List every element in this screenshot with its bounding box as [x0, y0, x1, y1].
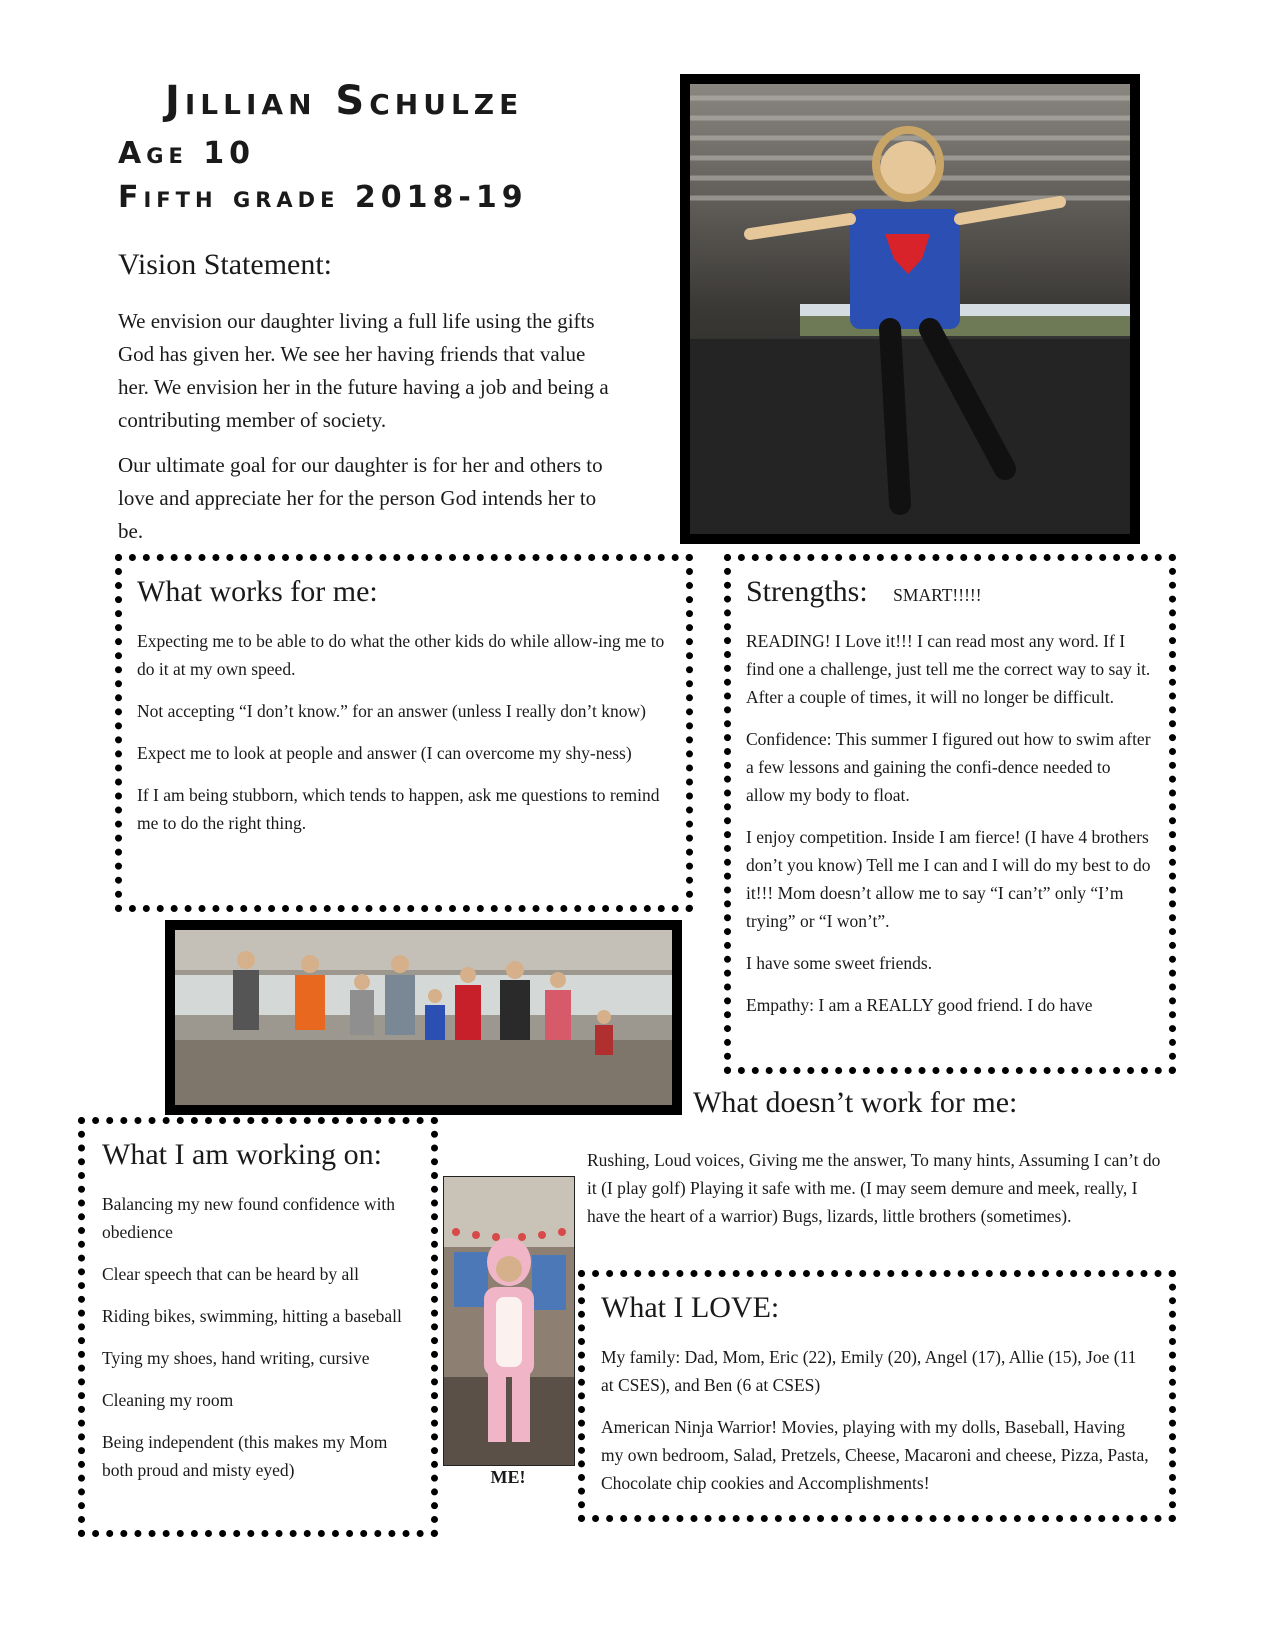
- what-works-item: Expect me to look at people and answer (I can overcome my shy-ness): [137, 743, 632, 763]
- family-photo-illustration: [175, 930, 672, 1105]
- working-on-item: Being independent (this makes my Mom both proud and misty eyed): [102, 1432, 388, 1480]
- what-i-love-item: My family: Dad, Mom, Eric (22), Emily (20), Angel (17), Allie (15), Joe (11 at CSES), and Ben (6 at CSES): [601, 1347, 1137, 1395]
- strengths-item: Confidence: This summer I figured out how to swim after a few lessons and gaining the confi-dence needed to allow my body to float.: [746, 729, 1151, 805]
- what-works-box: [115, 554, 693, 912]
- me-photo: [443, 1176, 575, 1466]
- vision-heading: Vision Statement:: [118, 248, 333, 281]
- vision-paragraph: Our ultimate goal for our daughter is for her and others to love and appreciate her for the person God intends her to be.: [118, 453, 603, 543]
- family-photo: [165, 920, 682, 1115]
- strengths-heading: [746, 575, 1151, 609]
- portrait-photo-illustration: [690, 84, 1130, 534]
- what-i-love-item: American Ninja Warrior! Movies, playing with my dolls, Baseball, Having my own bedroom, Salad, Pretzels, Cheese, Macaroni and cheese, Pizza, Pasta, Chocolate chip cookies and Accomplishments!: [601, 1417, 1149, 1493]
- portrait-photo: [680, 74, 1140, 544]
- strengths-item: I have some sweet friends.: [746, 953, 933, 973]
- working-on-item: Tying my shoes, hand writing, cursive: [102, 1348, 370, 1368]
- working-on-heading: What I am working on:: [102, 1138, 382, 1171]
- strengths-item: Empathy: I am a REALLY good friend. I do have: [746, 995, 1093, 1015]
- me-photo-illustration: [444, 1177, 574, 1465]
- student-name: Jillian Schulze: [165, 78, 524, 124]
- what-works-item: If I am being stubborn, which tends to happen, ask me questions to remind me to do the right thing.: [137, 785, 660, 833]
- what-i-love-heading: What I LOVE:: [601, 1291, 780, 1324]
- vision-paragraph: We envision our daughter living a full life using the gifts God has given her. We see her having friends that value her. We envision her in the future having a job and being a contributing member of society.: [118, 309, 609, 432]
- vision-statement: [118, 305, 618, 560]
- student-grade: Fifth grade 2018-19: [118, 180, 528, 215]
- working-on-box: [78, 1117, 438, 1537]
- what-works-item: Not accepting “I don’t know.” for an answer (unless I really don’t know): [137, 701, 646, 721]
- what-works-item: Expecting me to be able to do what the other kids do while allow-ing me to do it at my own speed.: [137, 631, 665, 679]
- what-works-heading: What works for me:: [137, 575, 378, 608]
- strengths-item: I enjoy competition. Inside I am fierce! (I have 4 brothers don’t you know) Tell me I can and I will do my best to do it!!! Mom doesn’t allow me to say “I can’t” only “I’m trying” or “I won’t”.: [746, 827, 1151, 931]
- strengths-tag: SMART!!!!!: [893, 585, 982, 605]
- student-age: Age 10: [118, 136, 255, 171]
- what-i-love-box: [578, 1270, 1176, 1522]
- what-doesnt-work-heading: What doesn’t work for me:: [693, 1086, 1018, 1119]
- what-doesnt-work-text: Rushing, Loud voices, Giving me the answer, To many hints, Assuming I can’t do it (I play golf) Playing it safe with me. (I may seem demure and meek, really, I have the heart of a warrior) Bugs, lizards, little brothers (sometimes).: [587, 1150, 1161, 1226]
- strengths-box: [724, 554, 1176, 1074]
- strengths-item: READING! I Love it!!! I can read most any word. If I find one a challenge, just tell me the correct way to say it. After a couple of times, it will no longer be difficult.: [746, 631, 1151, 707]
- strengths-heading-text: Strengths:: [746, 575, 868, 608]
- working-on-item: Balancing my new found confidence with obedience: [102, 1194, 396, 1242]
- working-on-item: Clear speech that can be heard by all: [102, 1264, 360, 1284]
- working-on-item: Cleaning my room: [102, 1390, 234, 1410]
- working-on-item: Riding bikes, swimming, hitting a baseball: [102, 1306, 402, 1326]
- me-caption: ME!: [490, 1467, 526, 1487]
